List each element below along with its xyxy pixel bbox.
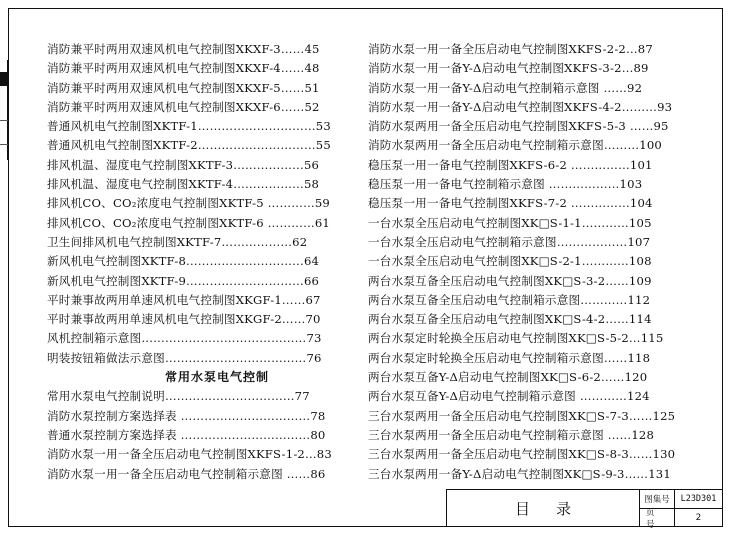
atlas-number-value: L23D301 <box>675 490 722 509</box>
toc-entry: 消防水泵一用一备Y-Δ启动电气控制箱示意图 ……92 <box>368 80 643 95</box>
section-heading: 常用水泵电气控制 <box>164 370 269 385</box>
toc-entry: 排风机温、湿度电气控制图XKTF-3………………56 <box>47 157 320 172</box>
toc-entry: 消防水泵两用一备全压启动电气控制箱示意图………100 <box>368 138 662 153</box>
toc-entry: 两台水泵定时轮换全压启动电气控制箱示意图……118 <box>368 350 651 365</box>
toc-entry: 消防水泵两用一备全压启动电气控制图XKFS-5-3 ……95 <box>368 119 669 134</box>
toc-left-column <box>47 40 347 484</box>
toc-entry: 消防水泵一用一备全压启动电气控制图XKFS-1-2…83 <box>47 447 332 462</box>
toc-entry: 新风机电气控制图XKTF-9…………………………66 <box>47 273 320 288</box>
toc-entry: 排风机CO、CO₂浓度电气控制图XKTF-6 …………61 <box>47 215 331 230</box>
binding-rule <box>0 144 8 145</box>
toc-entry: 消防水泵一用一备Y-Δ启动电气控制图XKFS-3-2…89 <box>368 61 649 76</box>
toc-entry: 一台水泵全压启动电气控制图XK□S-2-1…………108 <box>368 254 652 269</box>
toc-entry: 排风机温、湿度电气控制图XKTF-4………………58 <box>47 177 320 192</box>
toc-entry: 消防水泵一用一备全压启动电气控制箱示意图 ……86 <box>47 466 326 481</box>
toc-entry: 消防水泵控制方案选择表 ……………………………78 <box>47 408 326 423</box>
toc-right-column <box>368 40 694 484</box>
toc-entry: 三台水泵两用一备全压启动电气控制图XK□S-8-3……130 <box>368 447 676 462</box>
binding-mark <box>0 72 7 86</box>
toc-entry: 风机控制箱示意图……………………………………73 <box>47 331 322 346</box>
toc-entry: 明装按钮箱做法示意图………………………………76 <box>47 350 322 365</box>
toc-entry: 平时兼事故两用单速风机电气控制图XKGF-2……70 <box>47 312 321 327</box>
toc-entry: 普通水泵控制方案选择表 ……………………………80 <box>47 427 326 442</box>
page-number-value: 2 <box>695 513 702 523</box>
binding-rule <box>0 120 8 121</box>
toc-entry: 常用水泵电气控制说明……………………………77 <box>47 389 310 404</box>
toc-entry: 消防兼平时两用双速风机电气控制图XKXF-6……52 <box>47 99 320 114</box>
toc-entry: 两台水泵互备Y-Δ启动电气控制箱示意图 …………124 <box>368 389 650 404</box>
toc-entry: 新风机电气控制图XKTF-8…………………………64 <box>47 254 320 269</box>
title-block-title: 目录 <box>447 490 640 527</box>
toc-entry: 平时兼事故两用单速风机电气控制图XKGF-1……67 <box>47 292 321 307</box>
toc-entry: 两台水泵互备全压启动电气控制图XK□S-3-2……109 <box>368 273 652 288</box>
page-number-label: 页号 <box>640 509 675 527</box>
toc-entry: 三台水泵两用一备Y-Δ启动电气控制图XK□S-9-3……131 <box>368 466 671 481</box>
toc-entry: 消防兼平时两用双速风机电气控制图XKXF-5……51 <box>47 80 320 95</box>
title-block <box>446 489 723 530</box>
toc-entry: 消防水泵一用一备全压启动电气控制图XKFS-2-2…87 <box>368 42 653 56</box>
toc-entry: 一台水泵全压启动电气控制图XK□S-1-1…………105 <box>368 215 652 230</box>
atlas-number-label: 图集号 <box>640 490 675 509</box>
toc-entry: 三台水泵两用一备全压启动电气控制图XK□S-7-3……125 <box>368 408 676 423</box>
toc-entry: 稳压泵一用一备电气控制图XKFS-6-2 ……………101 <box>368 157 653 172</box>
toc-entry: 普通风机电气控制图XKTF-2…………………………55 <box>47 138 331 153</box>
toc-entry: 三台水泵两用一备全压启动电气控制箱示意图 ……128 <box>368 427 655 442</box>
toc-entry: 稳压泵一用一备电气控制箱示意图 ………………103 <box>368 177 643 192</box>
toc-entry: 两台水泵互备全压启动电气控制箱示意图…………112 <box>368 292 651 307</box>
toc-entry: 消防兼平时两用双速风机电气控制图XKXF-4……48 <box>47 61 320 76</box>
toc-entry: 消防兼平时两用双速风机电气控制图XKXF-3……45 <box>47 42 320 56</box>
toc-entry: 卫生间排风机电气控制图XKTF-7………………62 <box>47 234 308 249</box>
toc-entry: 一台水泵全压启动电气控制箱示意图………………107 <box>368 234 651 249</box>
toc-entry: 稳压泵一用一备电气控制图XKFS-7-2 ……………104 <box>368 196 653 211</box>
toc-entry: 两台水泵互备Y-Δ启动电气控制图XK□S-6-2……120 <box>368 370 648 385</box>
toc-entry: 普通风机电气控制图XKTF-1…………………………53 <box>47 119 331 134</box>
toc-entry: 两台水泵定时轮换全压启动电气控制图XK□S-5-2…115 <box>368 331 664 346</box>
toc-entry: 消防水泵一用一备Y-Δ启动电气控制图XKFS-4-2………93 <box>368 99 673 114</box>
toc-entry: 两台水泵互备全压启动电气控制图XK□S-4-2……114 <box>368 312 652 327</box>
binding-strip <box>0 60 8 160</box>
toc-entry: 排风机CO、CO₂浓度电气控制图XKTF-5 …………59 <box>47 196 331 211</box>
